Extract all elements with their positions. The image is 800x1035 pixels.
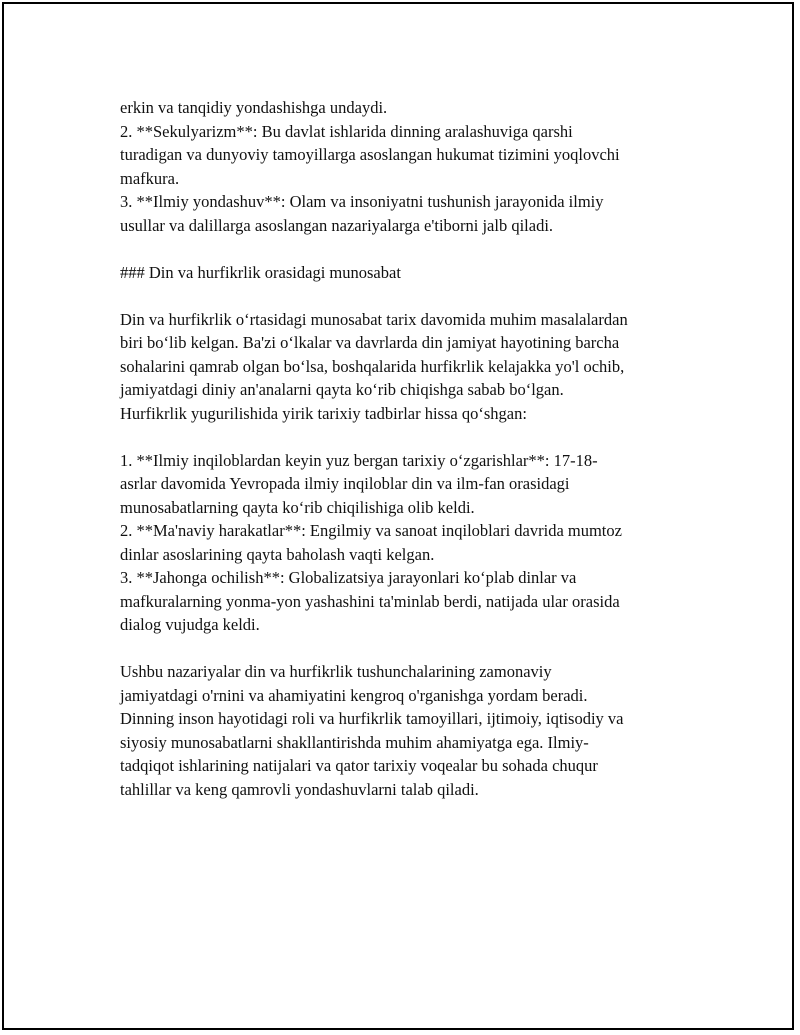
text-line: dialog vujudga keldi. bbox=[120, 615, 260, 634]
paragraph-gap bbox=[120, 237, 700, 261]
text-line: erkin va tanqidiy yondashishga undaydi. bbox=[120, 98, 388, 117]
text-line: biri bo‘lib kelgan. Ba'zi o‘lkalar va davrlarda din jamiyat hayotining barcha bbox=[120, 333, 620, 352]
text-line: turadigan va dunyoviy tamoyillarga asoslangan hukumat tizimini yoqlovchi bbox=[120, 145, 620, 164]
text-line: tahlillar va keng qamrovli yondashuvlarni talab qiladi. bbox=[120, 779, 479, 799]
text-line: 3. **Jahonga ochilish**: Globalizatsiya jarayonlari ko‘plab dinlar va bbox=[120, 568, 577, 587]
text-line: tadqiqot ishlarining natijalari va qator tarixiy voqealar bu sohada chuqur bbox=[120, 756, 598, 775]
text-line: usullar va dalillarga asoslangan nazariyalarga e'tiborni jalb qiladi. bbox=[120, 215, 554, 235]
list-block-events bbox=[120, 449, 700, 637]
text-line: mafkura. bbox=[120, 168, 180, 188]
text-line: siyosiy munosabatlarni shakllantirishda muhim ahamiyatga ega. Ilmiy- bbox=[120, 732, 589, 752]
paragraph-gap bbox=[120, 284, 700, 308]
paragraph-gap bbox=[120, 425, 700, 449]
text-line: Din va hurfikrlik o‘rtasidagi munosabat tarix davomida muhim masalalardan bbox=[120, 309, 628, 329]
text-line: 2. **Sekulyarizm**: Bu davlat ishlarida dinning aralashuviga qarshi bbox=[120, 121, 573, 141]
text-line: mafkuralarning yonma-yon yashashini ta'minlab berdi, natijada ular orasida bbox=[120, 591, 620, 611]
text-line: dinlar asoslarining qayta baholash vaqti kelgan. bbox=[120, 544, 435, 564]
document-body bbox=[120, 96, 700, 801]
text-line: jamiyatdagi o'rnini va ahamiyatini kengroq o'rganishga yordam beradi. bbox=[120, 685, 588, 705]
paragraph-gap bbox=[120, 637, 700, 661]
text-line: Dinning inson hayotidagi roli va hurfikrlik tamoyillari, ijtimoiy, iqtisodiy va bbox=[120, 709, 624, 728]
text-line: Hurfikrlik yugurilishida yirik tarixiy tadbirlar hissa qo‘shgan: bbox=[120, 403, 527, 423]
section-heading: ### Din va hurfikrlik orasidagi munosabat bbox=[120, 262, 401, 282]
text-line: 2. **Ma'naviy harakatlar**: Engilmiy va sanoat inqiloblari davrida mumtoz bbox=[120, 521, 622, 540]
text-line: sohalarini qamrab olgan bo‘lsa, boshqalarida hurfikrlik kelajakka yo'l ochib, bbox=[120, 356, 625, 376]
page-frame bbox=[2, 2, 794, 1030]
list-block-continued bbox=[120, 96, 700, 237]
text-line: asrlar davomida Yevropada ilmiy inqiloblar din va ilm-fan orasidagi bbox=[120, 474, 570, 493]
text-line: munosabatlarning qayta ko‘rib chiqilishiga olib keldi. bbox=[120, 497, 475, 517]
text-line: 1. **Ilmiy inqiloblardan keyin yuz bergan tarixiy o‘zgarishlar**: 17-18- bbox=[120, 450, 598, 470]
text-line: Ushbu nazariyalar din va hurfikrlik tushunchalarining zamonaviy bbox=[120, 662, 552, 681]
paragraph-conclusion bbox=[120, 660, 700, 801]
text-line: jamiyatdagi diniy an'analarni qayta ko‘rib chiqishga sabab bo‘lgan. bbox=[120, 380, 564, 399]
text-line: 3. **Ilmiy yondashuv**: Olam va insoniyatni tushunish jarayonida ilmiy bbox=[120, 192, 604, 211]
paragraph-relationship bbox=[120, 308, 700, 426]
